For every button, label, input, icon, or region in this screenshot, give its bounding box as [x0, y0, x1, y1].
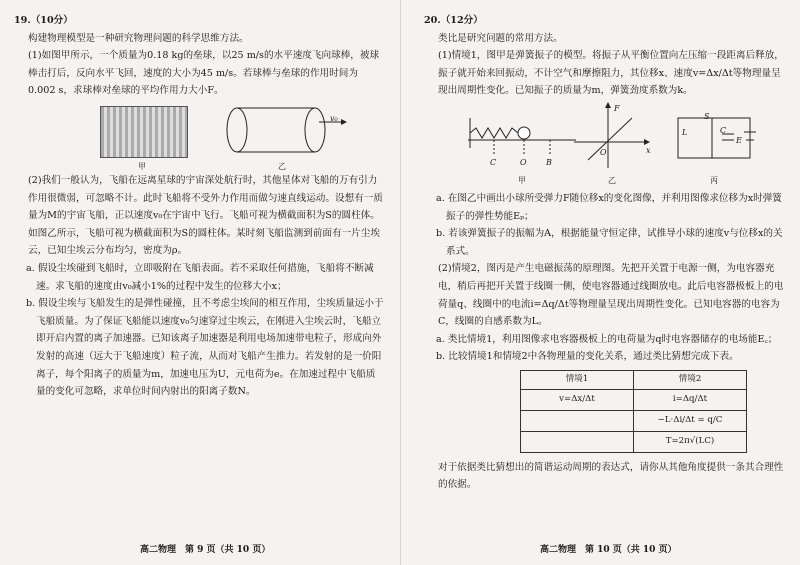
axis-x-label: x — [646, 145, 651, 155]
fig-jia-caption: 甲 — [138, 161, 146, 171]
axis-F-label: F — [614, 103, 620, 113]
label-B: B — [546, 157, 552, 167]
q19-part2a: a. 假设尘埃碰到飞船时，立即吸附在飞船表面。若不采取任何措施，飞船将不断减速。求飞船的速度由v₀减小1%的过程中发生的位移大小x； — [26, 262, 374, 292]
fig-yi-caption-r: 乙 — [608, 175, 616, 185]
circuit-L-label: L — [682, 127, 688, 137]
fig-jia-caption-r: 甲 — [518, 175, 526, 185]
table-header-2: 情境2 — [634, 370, 747, 389]
fig-yi-caption: 乙 — [278, 161, 286, 171]
fig-bing-caption: 丙 — [710, 175, 718, 185]
q19-intro: 构建物理模型是一种研究物理问题的科学思维方法。 — [28, 32, 249, 44]
q20-intro: 类比是研究问题的常用方法。 — [438, 32, 563, 44]
right-page — [424, 12, 788, 494]
table-cell — [521, 410, 634, 431]
q20-heading: 20.（12分） — [424, 15, 483, 26]
table-cell: v=Δx/Δt — [521, 389, 634, 410]
q19-part1: (1)如图甲所示，一个质量为0.18 kg的垒球，以25 m/s的水平速度飞向球棒，被球棒击打后，反向水平飞回，速度的大小为45 m/s。若球棒与垒球的作用时间为0.002 s，求球棒对垒球的平均作用力大小F。 — [28, 50, 380, 97]
right-footer: 高二物理 第 10 页（共 10 页） — [540, 545, 677, 555]
q20-figures — [424, 102, 788, 188]
table-header-1: 情境1 — [521, 370, 634, 389]
q19-figures — [14, 102, 384, 170]
q19-heading: 19.（10分） — [14, 15, 73, 26]
q20-part1a: a. 在图乙中画出小球所受弹力F随位移x的变化图像，并利用图像求位移为x时弹簧振子的弹性势能Eₚ； — [436, 192, 782, 222]
v0-label: v₀ — [330, 113, 338, 123]
force-displacement-axes — [570, 102, 650, 170]
left-page — [14, 12, 384, 401]
q20-part2a: a. 类比情境1，利用图像求电容器极板上的电荷量为q时电容器储存的电场能E꜀； — [436, 333, 778, 345]
table-cell: −L·Δi/Δt = q/C — [634, 410, 747, 431]
q20-part2b: b. 比较情境1和情境2中各物理量的变化关系，通过类比猜想完成下表。 — [436, 351, 739, 363]
q19-part2b: b. 假设尘埃与飞船发生的是弹性碰撞，且不考虑尘埃间的相互作用，尘埃质量远小于飞船质量。为了保证飞船能以速度v₀匀速穿过尘埃云，在刚进入尘埃云时，飞船立即开启内置的离子加速器。已知该离子加速器是利用电场加速带电粒子，形成向外发射的高速（远大于飞船速度）粒子流，从而对飞船产生推力。若发射的是一价阳离子，每个阳离子的质量为m，加速电压为U，元电荷为e。在加速过程中飞船质量的变化可忽略，求单位时间内射出的阳离子数N。 — [26, 298, 384, 398]
q20-part1b: b. 若该弹簧振子的振幅为A，根据能量守恒定律，试推导小球的速度v与位移x的关系式。 — [436, 228, 783, 257]
label-O: O — [520, 157, 527, 167]
page-divider — [400, 0, 401, 565]
circuit-S-label: S — [704, 111, 710, 121]
q20-tail: 对于依据类比猜想出的简谐运动周期的表达式，请你从其他角度提供一条其合理性的依据。 — [438, 461, 784, 491]
label-C: C — [490, 157, 497, 167]
left-footer: 高二物理 第 9 页（共 10 页） — [140, 545, 271, 555]
table-cell — [521, 431, 634, 452]
table-cell: T=2π√(LC) — [634, 431, 747, 452]
axis-O-label: O — [600, 147, 607, 157]
q20-part1: (1)情境1，图甲是弹簧振子的模型。将振子从平衡位置向左压缩一段距离后释放，振子就开始来回振动，不计空气和摩擦阻力，其位移x、速度v=Δx/Δt等物理量呈现出周期性变化。已知振子的质量为m，弹簧劲度系数为k。 — [438, 50, 784, 97]
q19-part2: (2)我们一般认为，飞船在远离星球的宇宙深处航行时，其他星体对飞船的万有引力作用很微弱，可忽略不计。此时飞船将不受外力作用而做匀速直线运动。设想有一质量为M的宇宙飞船，正以速度v₀在宇宙中飞行。飞船可视为横截面积为S的圆柱体。如图乙所示，飞船可视为横截面积为S的圆柱体。某时刻飞船监测到前面有一片尘埃云，已知尘埃云分布均匀，密度为ρ。 — [28, 174, 383, 257]
baseball-photo — [100, 106, 188, 158]
q20-part2: (2)情境2，图丙是产生电磁振荡的原理图。先把开关置于电源一侧，为电容器充电，稍后再把开关置于线圈一侧，使电容器通过线圈放电。此后电容器极板上的电荷量q、线圈中的电流i=Δq/Δt等物理量呈现出周期性变化。已知电容器的电容为C，线圈的自感系数为L。 — [438, 263, 784, 328]
table-cell: i=Δq/Δt — [634, 389, 747, 410]
circuit-C-label: C — [720, 125, 727, 135]
circuit-E-label: E — [736, 135, 742, 145]
analogy-table — [520, 370, 747, 453]
